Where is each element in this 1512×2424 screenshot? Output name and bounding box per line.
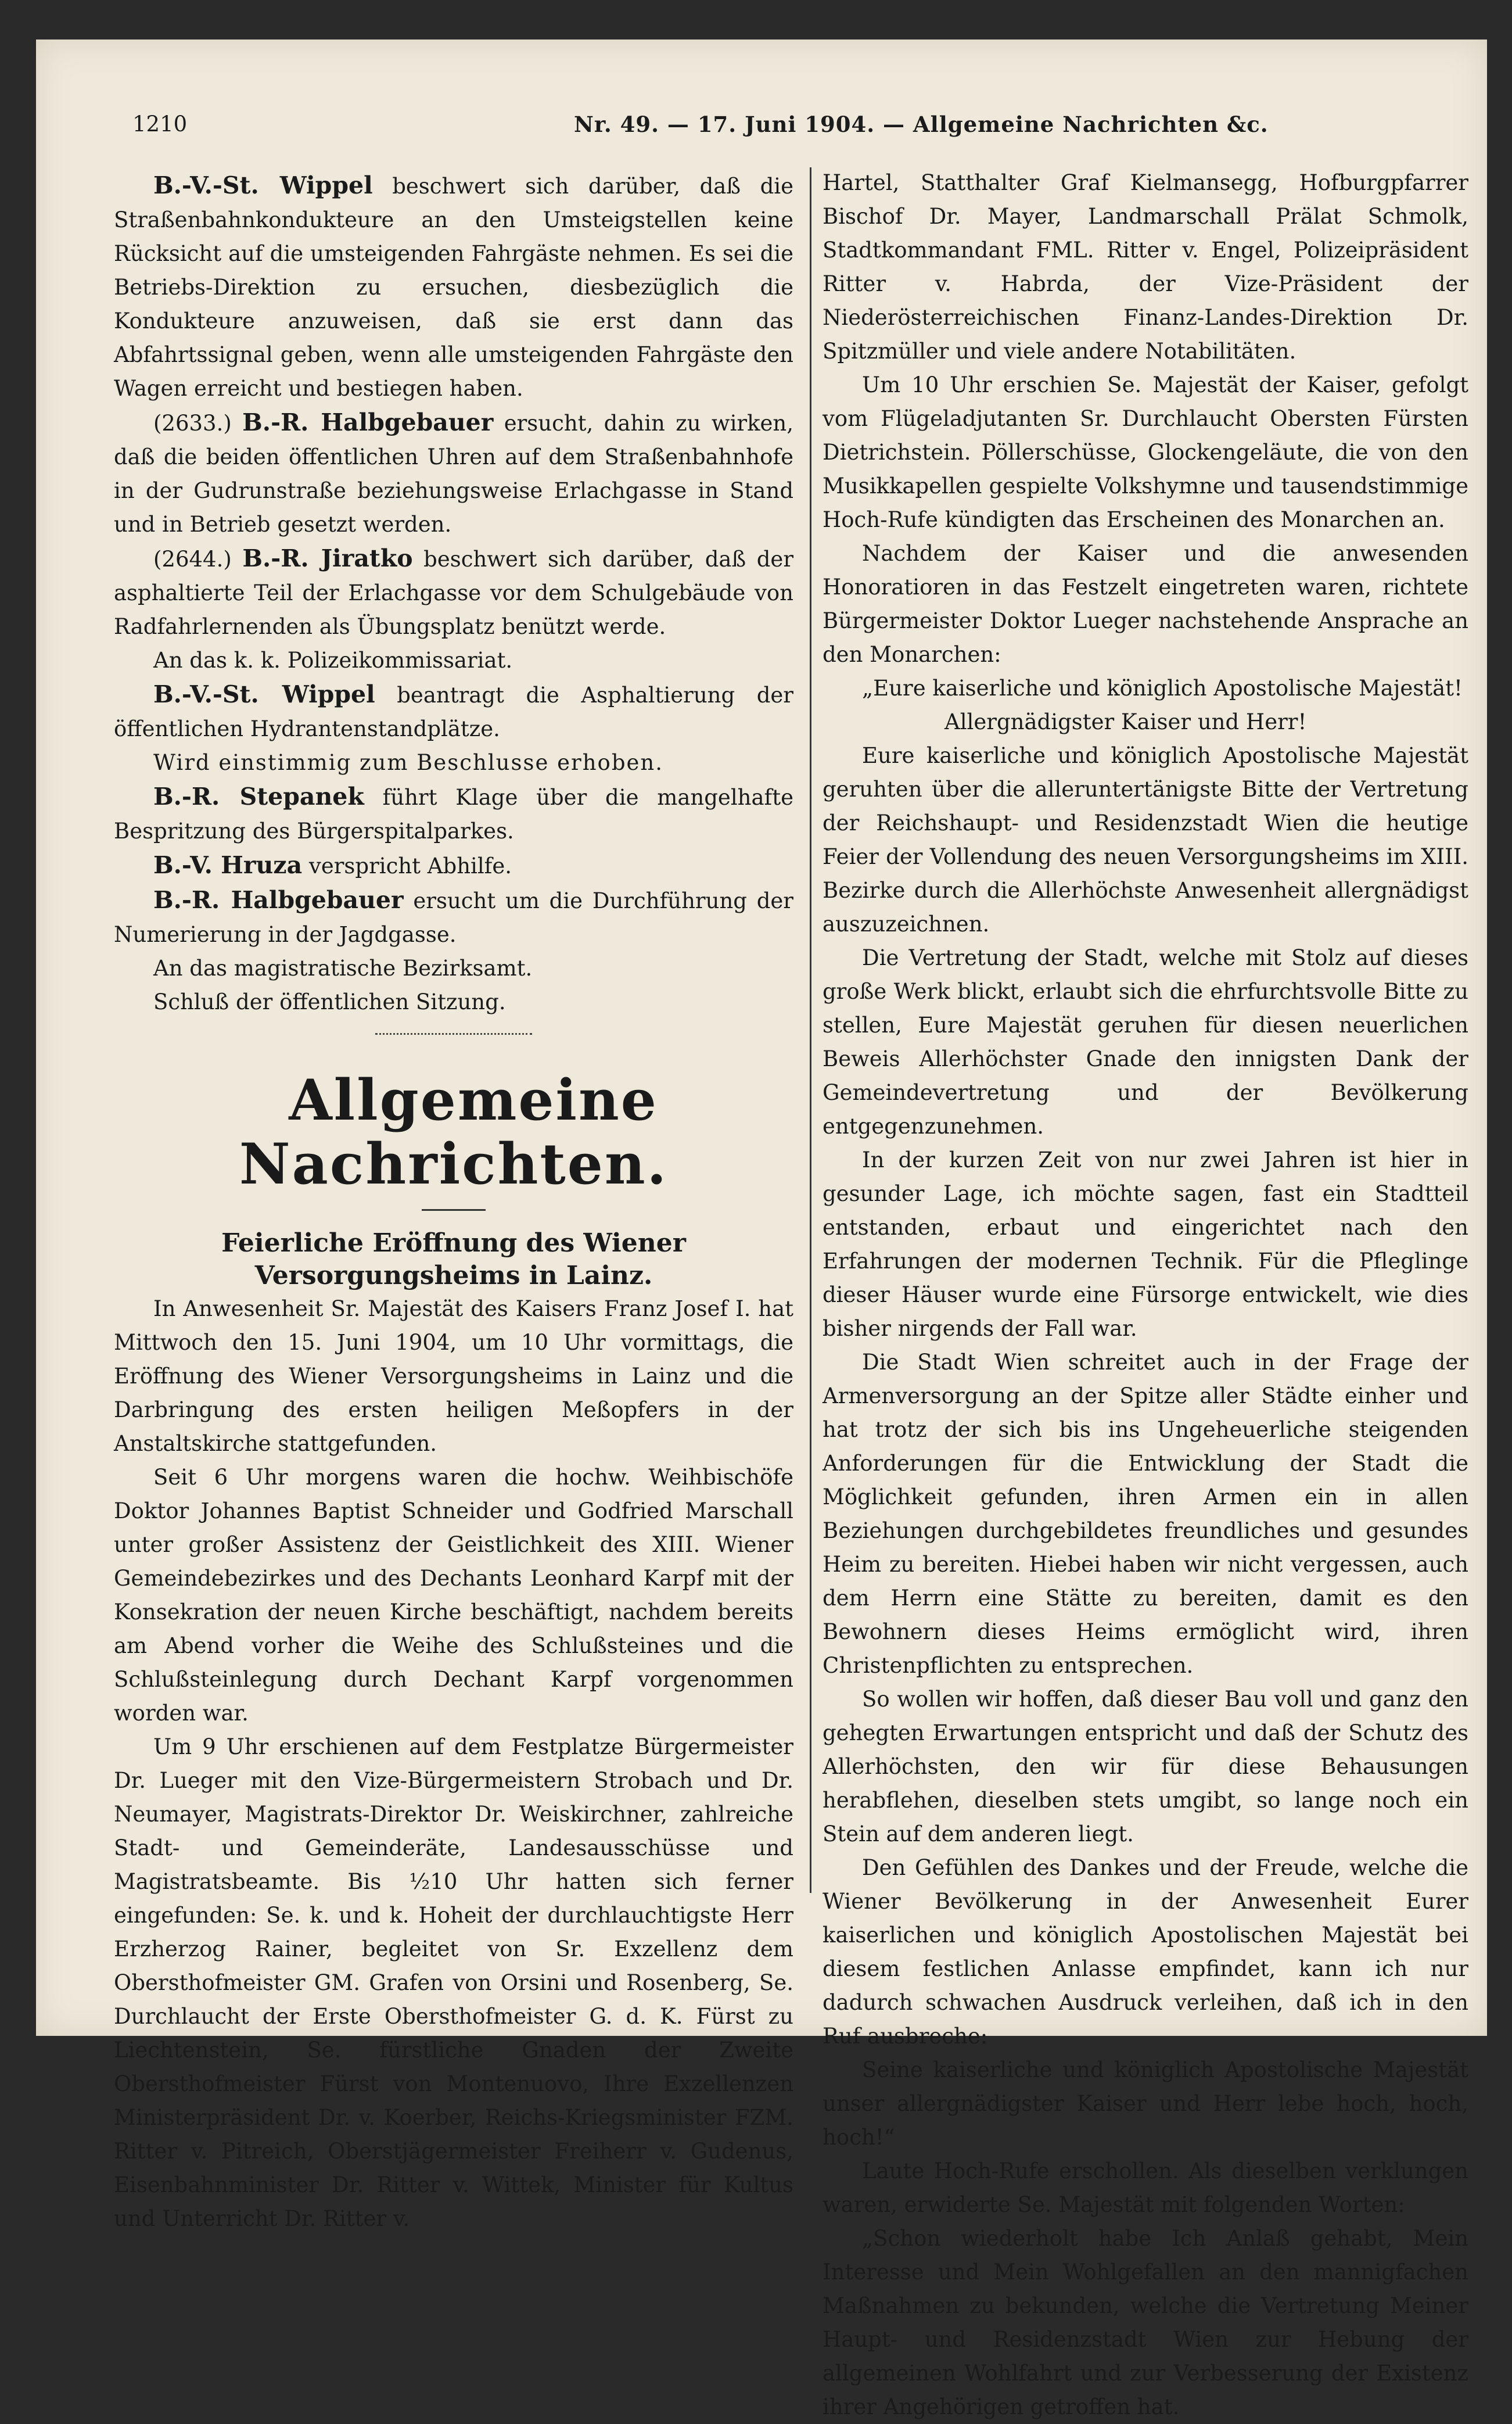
speech-paragraph: So wollen wir hoffen, daß dieser Bau voll und ganz den gehegten Erwartungen entspricht und daß der Schutz des Allerhöchsten, den wir für diese Behausungen herabflehen, dieselben stets umgibt, so lange noch ein Stein auf dem anderen liegt. [823,1687,1468,1846]
speech-paragraph: „Schon wiederholt habe Ich Anlaß gehabt, Mein Interesse und Mein Wohlgefallen an den mannigfachen Maßnahmen zu bekunden, welche die Vertretung Meiner Haupt- und Residenzstadt Wien zur Hebung der allgemeinen Wohlfahrt und zur Verbesserung der Existenz ihrer Angehörigen getroffen hat. [823,2226,1468,2419]
paragraph-text: beschwert sich darüber, daß die Straßenbahnkondukteure an den Umsteigstellen keine Rücksicht auf die umsteigenden Fahrgäste nehmen. Es sei die Betriebs-Direktion zu ersuchen, diesbezüglich die Kondukteure anzuweisen, daß sie erst dann das Abfahrtssignal geben, wenn alle umsteigenden Fahrgäste den Wagen erreicht und bestiegen haben. [114,174,794,401]
speaker-name: B.-R. Jiratko [242,544,413,572]
speaker-name: B.-V.-St. Wippel [153,171,373,199]
short-separator [422,1209,486,1211]
minutes-paragraph [114,168,793,406]
paragraph-text: ersucht, dahin zu wirken, daß die beiden öffentlichen Uhren auf dem Straßenbahnhofe in der Gudrunstraße beziehungsweise Erlachgasse in Stand und in Betrieb gesetzt werden. [114,411,793,537]
page-header [86,63,1410,137]
article-paragraph: Hartel, Statthalter Graf Kielmansegg, Hofburgpfarrer Bischof Dr. Mayer, Landmarschall Prälat Schmolk, Stadtkommandant FML. Ritter v. Engel, Polizeipräsident Ritter v. Habrda, der Vize-Präsident der Niederösterreichischen Finanz-Landes-Direktion Dr. Spitzmüller und viele andere Notabilitäten. [823,170,1468,364]
section-title: Allgemeine Nachrichten. [239,1067,669,1197]
running-title: Nr. 49. — 17. Juni 1904. — Allgemeine Nachrichten &c. [574,112,1269,137]
speaker-name: B.-R. Halbgebauer [242,408,494,436]
left-column [114,168,793,2236]
article-paragraph: Nachdem der Kaiser und die anwesenden Honoratioren in das Festzelt eingetreten waren, richtete Bürgermeister Doktor Lueger nachstehende Ansprache an den Monarchen: [823,541,1468,667]
speech-salutation: Allergnädigster Kaiser und Herr! [944,709,1307,734]
speaker-name: B.-V. Hruza [153,851,303,879]
minutes-note: Schluß der öffentlichen Sitzung. [153,989,506,1014]
minutes-paragraph [114,848,793,883]
speech-paragraph: Den Gefühlen des Dankes und der Freude, welche die Wiener Bevölkerung in der Anwesenheit Eurer kaiserlichen und königlich Apostolischen Majestät bei diesem festlichen Anlasse empfindet, kann ich nur dadurch schwachen Ausdruck verleihen, daß ich in den Ruf ausbreche: [823,1855,1468,2049]
minutes-note: An das k. k. Polizeikommissariat. [153,648,513,673]
article-paragraph: Um 9 Uhr erschienen auf dem Festplatze Bürgermeister Dr. Lueger mit den Vize-Bürgermeistern Strobach und Dr. Neumayer, Magistrats-Direktor Dr. Weiskirchner, zahlreiche Stadt- und Gemeinderäte, Landesausschüsse und Magistratsbeamte. Bis ½10 Uhr hatten sich ferner eingefunden: Se. k. und k. Hoheit der durchlauchtigste Herr Erzherzog Rainer, begleitet von Sr. Exzellenz dem Obersthofmeister GM. Grafen von Orsini und Rosenberg, Se. Durchlaucht der Erste Obersthofmeister G. d. K. Fürst zu Liechtenstein, Se. fürstliche Gnaden der Zweite Obersthofmeister Fürst von Montenuovo, Ihre Exzellenzen Ministerpräsident Dr. v. Koerber, Reichs-Kriegsminister FZM. Ritter v. Pitreich, Oberstjägermeister Freiherr v. Gudenus, Eisenbahnminister Dr. Ritter v. Wittek, Minister für Kultus und Unterricht Dr. Ritter v. [114,1734,793,2231]
minutes-note: An das magistratische Bezirksamt. [153,956,533,981]
paragraph-text: beantragt die Asphaltierung der öffentlichen Hydrantenstandplätze. [114,683,793,741]
minutes-paragraph [114,677,793,746]
speech-paragraph: In der kurzen Zeit von nur zwei Jahren ist hier in gesunder Lage, ich möchte sagen, fast ein Stadtteil entstanden, erbaut und eingerichtet nach den Erfahrungen der modernen Technik. Für die Pfleglinge dieser Häuser wurde eine Fürsorge entwickelt, wie dies bisher nirgends der Fall war. [823,1148,1468,1341]
paragraph-text: beschwert sich darüber, daß der asphaltierte Teil der Erlachgasse vor dem Schulgebäude von Radfahrlernenden als Übungsplatz benützt werde. [114,547,794,639]
article-paragraph: Laute Hoch-Rufe erschollen. Als dieselben verklungen waren, erwiderte Se. Majestät mit folgenden Worten: [823,2158,1468,2217]
paragraph-text: führt Klage über die mangelhafte Bespritzung des Bürgerspitalparkes. [114,785,793,844]
speech-paragraph: Eure kaiserliche und königlich Apostolische Majestät geruhten über die alleruntertänigste Bitte der Vertretung der Reichshaupt- und Residenzstadt Wien die heutige Feier der Vollendung des neuen Versorgungsheims im XIII. Bezirke durch die Allerhöchste Anwesenheit allergnädigst auszuzeichnen. [823,743,1468,937]
minutes-paragraph [114,883,793,952]
article-title: Feierliche Eröffnung des Wiener Versorgungsheims in Lainz. [221,1228,686,1290]
article-paragraph: Seit 6 Uhr morgens waren die hochw. Weihbischöfe Doktor Johannes Baptist Schneider und Godfried Marschall unter großer Assistenz der Geistlichkeit des XIII. Wiener Gemeindebezirkes und des Dechants Leonhard Karpf mit der Konsekration der neuen Kirche beschäftigt, nachdem bereits am Abend vorher die Weihe des Schlußsteines und die Schlußsteinlegung durch Dechant Karpf vorgenommen worden war. [114,1465,793,1726]
article-paragraph: In Anwesenheit Sr. Majestät des Kaisers Franz Josef I. hat Mittwoch den 15. Juni 1904, um 10 Uhr vormittags, die Eröffnung des Wiener Versorgungsheims in Lainz und die Darbringung des ersten heiligen Meßopfers in der Anstaltskirche stattgefunden. [114,1296,793,1456]
right-column [823,166,1468,2424]
page-number: 1210 [132,112,188,137]
minutes-paragraph [114,406,793,542]
item-number: (2644.) [153,547,232,572]
speech-salutation: „Eure kaiserliche und königlich Apostolische Majestät! [862,676,1463,701]
speaker-name: B.-R. Stepanek [153,783,364,811]
paragraph-text: verspricht Abhilfe. [308,854,512,878]
minutes-paragraph [114,780,793,848]
speech-paragraph: Die Stadt Wien schreitet auch in der Frage der Armenversorgung an der Spitze aller Städte einher und hat trotz der sich bis ins Ungeheuerliche steigenden Anforderungen für die Entwicklung der Stadt die Möglichkeit gefunden, ihren Armen ein in allen Beziehungen durchgebildetes freundliches und gesundes Heim zu bereiten. Hiebei haben wir nicht vergessen, auch dem Herrn eine Stätte zu bereiten, damit es den Bewohnern dieses Heims ermöglicht wird, ihren Christenpflichten zu entsprechen. [823,1350,1468,1678]
article-paragraph: Um 10 Uhr erschien Se. Majestät der Kaiser, gefolgt vom Flügeladjutanten Sr. Durchlaucht Obersten Fürsten Dietrichstein. Pöllerschüsse, Glockengeläute, die von den Musikkapellen gespielte Volkshymne und tausendstimmige Hoch-Rufe kündigten das Erscheinen des Monarchen an. [823,372,1468,532]
column-divider [810,167,811,1893]
minutes-paragraph [114,542,793,644]
minutes-note: Wird einstimmig zum Beschlusse erhoben. [153,750,663,775]
paragraph-text: ersucht um die Durchführung der Numerierung in der Jagdgasse. [114,888,793,947]
dotted-separator [375,1033,532,1035]
item-number: (2633.) [153,411,232,436]
speaker-name: B.-R. Halbgebauer [153,886,404,914]
speech-paragraph: Die Vertretung der Stadt, welche mit Stolz auf dieses große Werk blickt, erlaubt sich die ehrfurchtsvolle Bitte zu stellen, Eure Majestät geruhen für diesen neuerlichen Beweis Allerhöchster Gnade den innigsten Dank der Gemeindevertretung und der Bevölkerung entgegenzunehmen. [823,945,1468,1139]
speech-paragraph: Seine kaiserliche und königlich Apostolische Majestät unser allergnädigster Kaiser und Herr lebe hoch, hoch, hoch!“ [823,2057,1468,2150]
speaker-name: B.-V.-St. Wippel [153,680,375,708]
